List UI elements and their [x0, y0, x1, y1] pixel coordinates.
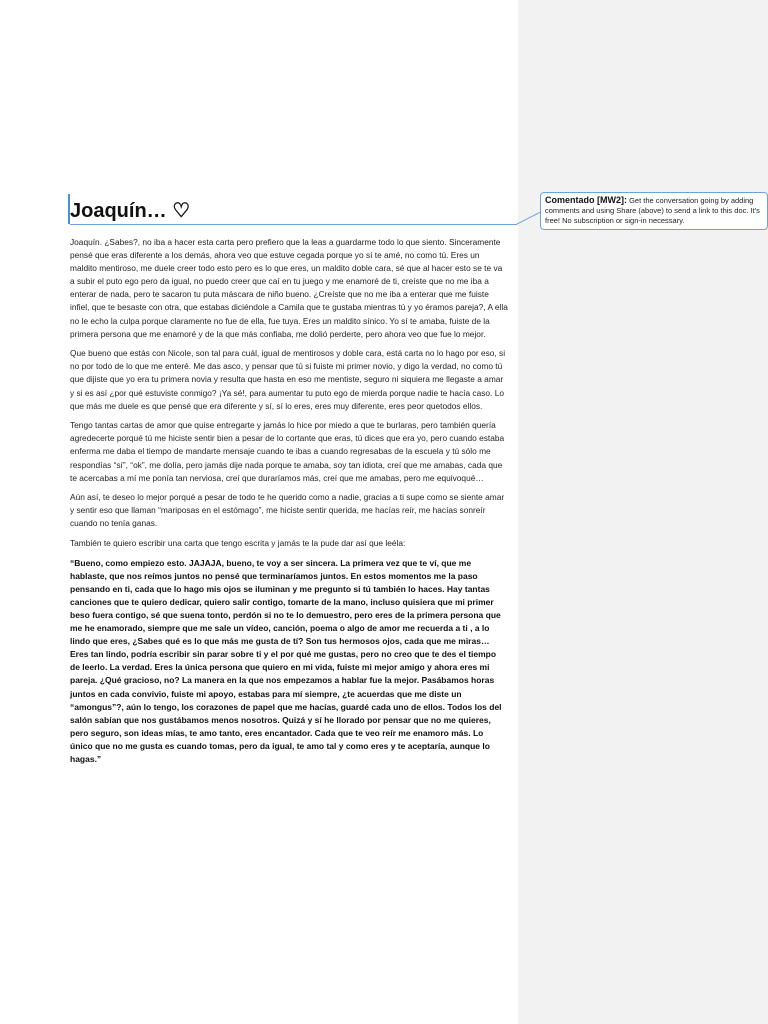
paragraph: Tengo tantas cartas de amor que quise entregarte y jamás lo hice por miedo a que te burlaras, pero también quería agredecerte porqué tú me hiciste sentir bien a pesar de lo cortante que eras, tú dices que era yo, pero cuando estaba enferma me daba el tiempo de mandarte mensaje cuando te ibas a cuando regresabas de la escuela y tú sólo me respondías “sí”, “ok”, me dolía, pero jamás dije nada porque te amaba, soy tan idiota, creí que me amabas, cada que te acercabas a mí me ponía tan nerviosa, creí que duraríamos más, creí que me amabas, pero me equivoqué…: [70, 420, 505, 483]
document-title: Joaquín… ♡: [70, 200, 191, 222]
paragraph: También te quiero escribir una carta que tengo escrita y jamás te la pude dar así que leéla:: [70, 537, 406, 548]
comments-margin-pane: [518, 0, 768, 1024]
paragraph: Que bueno que estás con Nicole, son tal para cuál, igual de mentirosos y doble cara, está carta no lo hago por eso, si no por todo de lo que me enteré. Me das asco, y pensar que tú si fuiste mi primer novio, y digo la verdad, no como tú que dijiste que yo era tu primera novia y resulta que hasta en eso me mentiste, seguro ni siquiera me llegaste a amar y si es así ¿por qué estuviste conmigo? ¡Ya sé!, para aumentar tu puto ego de mierda porque nadie te hacía caso. Lo que más me duele es que pensé que era diferente y sí, sí lo eres, eres muy diferente, eres peor quetodos ellos.: [70, 348, 506, 411]
comment-text: Get the conversation going by adding comments and using Share (above) to send a link to this doc. It's free! No subscription or sign-in necessary.: [545, 196, 760, 225]
letter-paragraph: “Bueno, como empiezo esto. JAJAJA, bueno, te voy a ser sincera. La primera vez que te ví, que me hablaste, que nos reímos juntos no pensé que terminaríamos juntos. En estos momentos me la paso pensando en ti, cada que lo hago mis ojos se iluminan y me pregunto si tú también lo haces. Hay tantas canciones que te quiero dedicar, quiero salir contigo, tomarte de la mano, incluso quisiera que mi primer beso fuera contigo, sé que suena tonto, perdón si no te lo demuestro, pero eres de la primera persona que me he enamorado, siempre que me sale un vídeo, canción, poema o algo de amor me recuerda a ti , a lo lindo que eres, ¿Sabes qué es lo que más me gusta de tí? Son tus hermosos ojos, cada que me miras… Eres tan lindo, podría escribir sin parar sobre ti y el por qué me gustas, pero no creo que te des el tiempo de leerlo. La verdad. Eres la única persona que quiero en mi vida, fuiste mi mejor amigo y ahora eres mi pareja. ¿Qué gracioso, no? La manera en la que nos empezamos a hablar fue la mejor. Pasábamos horas juntos en cada convivio, fuiste mi apoyo, estabas para mí siempre, ¿te acuerdas que me diste un “amongus”?, aún lo tengo, los corazones de papel que me hacías, guardé cada uno de ellos. Todos los del salón sabían que nos gustábamos menos nosotros. Quizá y sí he llorado por pensar que no me quieres, pero seguro, son ideas mías, te amo tanto, eres encantador. Cada que te veo reír me enamoro más. Lo único que no me gusta es cuando tomas, pero da igual, te amo tal y como eres y te aceptaría, aunque lo hagas.”: [70, 557, 502, 764]
paragraph: Joaquín. ¿Sabes?, no iba a hacer esta carta pero prefiero que la leas a guardarme todo lo que siento. Sinceramente pensé que eras diferente a los demás, ahora veo que estuve cegada porque yo sí te amé, no como tú. Eres un maldito mentiroso, me duele creer todo esto pero es lo que eres, un maldito doble cara, sé que al hacer esto se te va a subir el puto ego pero da igual, no puedo creer que caí en tu juego y me enamoré de ti, creíste que no me iba a enterar de nada, pero te sacaron tu puta máscara de niño bueno. ¿Creíste que no me iba a enterar que me fuiste infiel, que te besaste con otra, que estabas diciéndole a Camila que te gustaba mientras tú y yo éramos pareja?, A ella no le echo la culpa porque claramente no fue de ella, fue tuya. Eres un maldito sínico. Yo sí te amaba, fuiste de la primera persona que me enamoré y de la que más confiaba, me dolió perderte, pero ahora veo que fue lo mejor.: [70, 237, 508, 339]
paragraph: Aún así, te deseo lo mejor porqué a pesar de todo te he querido como a nadie, gracias a ti supe como se siente amar y sentir eso que llaman “mariposas en el estómago”, me hiciste sentir querida, me hacías reír, me hacías sonreír cuando no tenía ganas.: [70, 492, 505, 529]
document-body: [70, 236, 508, 773]
comment-author: Comentado [MW2]:: [545, 195, 627, 205]
comment-balloon[interactable]: [540, 192, 768, 230]
comment-connector-line: [70, 224, 517, 225]
